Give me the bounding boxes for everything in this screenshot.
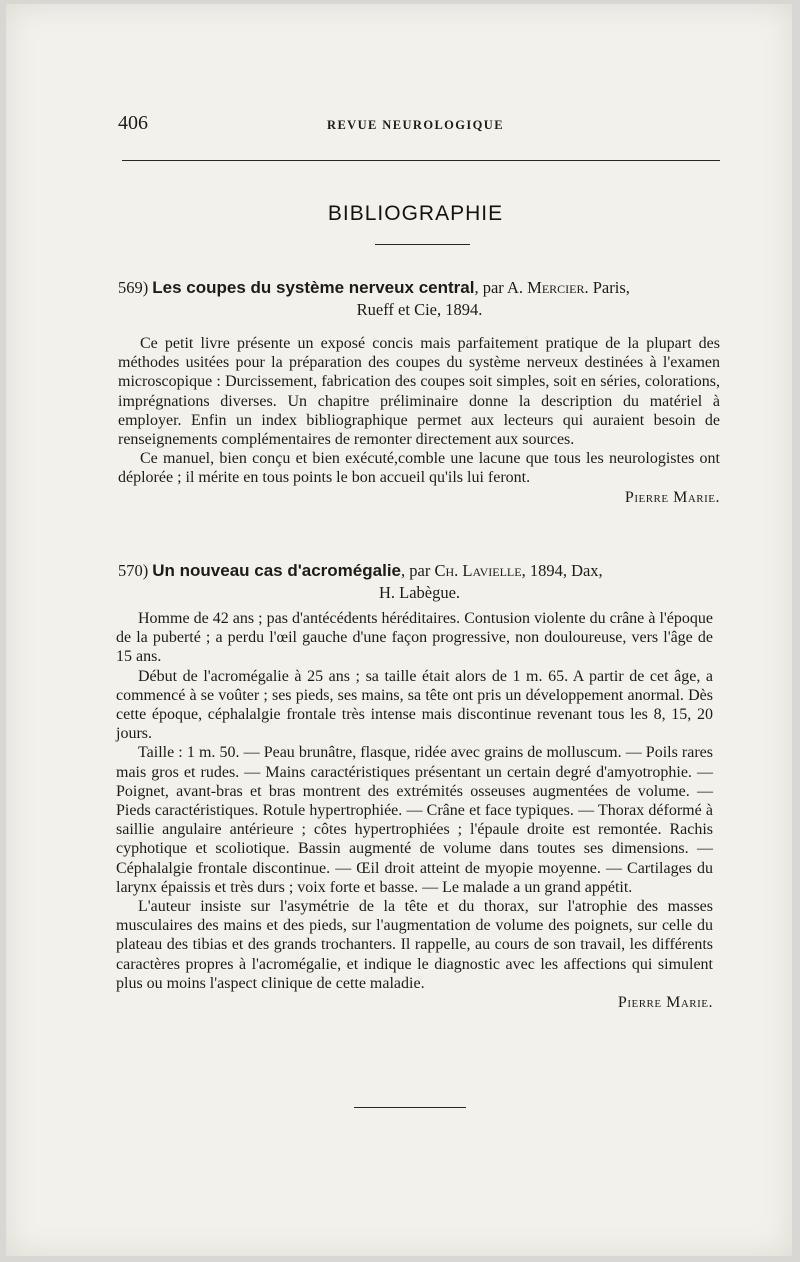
entry-569-paragraph: Ce petit livre présente un exposé concis mais parfaitement pratique de la plupart des méthodes usitées pour la préparation des coupes du système nerveux destinées à l'examen microscopique : Durcissement, fabrication des coupes soit simples, soit en séries, colorations, imprégnations diverses. Un chapitre préliminaire donne la description du matériel à employer. Enfin un index bibliographique permet aux lecteurs qui auraient besoin de renseignements complémentaires de remonter directement aux sources. <box>118 335 720 449</box>
entry-570-paragraph: Début de l'acromégalie à 25 ans ; sa taille était alors de 1 m. 65. A partir de cet âge, a commencé à se voûter ; ses pieds, ses mains, sa tête ont pris un développement anormal. Dès cette époque, céphalalgie frontale très intense mais discontinue revenant tous les 8, 15, 20 jours. <box>116 667 713 743</box>
entry-569-paragraph: Ce manuel, bien conçu et bien exécuté,comble une lacune que tous les neurologistes ont déplorée ; il mérite en tous points le bon accueil qu'ils lui feront. <box>118 450 720 487</box>
entry-569-byline-1: , par A. <box>474 278 528 297</box>
entry-570-body <box>116 609 713 1012</box>
entry-570-paragraph: L'auteur insiste sur l'asymétrie de la tête et du thorax, sur l'atrophie des masses musculaires des mains et des pieds, sur l'augmentation de volume des poignets, sur celle du plateau des tibias et des grands trochanters. Il rappelle, au cours de son travail, les différents caractères propres à l'acromégalie, et indique le diagnostic avec les affections qui simulent plus ou moins l'aspect clinique de cette maladie. <box>116 898 713 992</box>
entry-570-paragraph: Homme de 42 ans ; pas d'antécédents héréditaires. Contusion violente du crâne à l'époque de la puberté ; a perdu l'œil gauche d'une façon progressive, non douloureuse, vers l'âge de 15 ans. <box>116 610 713 666</box>
entry-570-title: Un nouveau cas d'acromégalie <box>152 561 401 580</box>
title-divider <box>375 244 470 245</box>
entry-570-publisher: H. Labègue. <box>378 583 461 602</box>
entry-570-byline-1: , par <box>401 561 435 580</box>
entry-569-publisher: Rueff et Cie, 1894. <box>356 300 483 319</box>
page-header <box>118 112 713 136</box>
page-number: 406 <box>118 112 148 134</box>
entry-569-title: Les coupes du système nerveux central <box>152 278 475 297</box>
entry-569-heading <box>118 277 721 321</box>
running-title: REVUE NEUROLOGIQUE <box>327 118 504 132</box>
entry-570-paragraph: Taille : 1 m. 50. — Peau brunâtre, flasque, ridée avec grains de molluscum. — Poils rares mais gros et rudes. — Mains caractéristiques présentant un certain degré d'amyotrophie. — Poignet, avant-bras et bras montrent des extrémités osseuses augmentées de volume. — Pieds caractéristiques. Rotule hypertrophiée. — Crâne et face typiques. — Thorax déformé à saillie angulaire antérieure ; côtes hypertrophiées ; l'épaule droite est remontée. Rachis cyphotique et scoliotique. Bassin augmenté de volume dans toutes ses dimensions. — Céphalalgie frontale discontinue. — Œil droit atteint de myopie moyenne. — Cartilages du larynx épaissis et très durs ; voix forte et basse. — Le malade a un grand appétit. <box>116 744 713 896</box>
header-rule <box>122 160 720 161</box>
end-divider <box>354 1107 466 1108</box>
entry-569-signature: Pierre Marie. <box>624 488 720 506</box>
entry-569-author: Mercier <box>527 278 585 297</box>
entry-570-number: 570) <box>118 561 149 580</box>
entry-569-body <box>118 334 720 507</box>
entry-569-number: 569) <box>118 278 149 297</box>
entry-570-heading <box>118 560 721 604</box>
entry-570-signature: Pierre Marie. <box>617 994 713 1012</box>
section-title: BIBLIOGRAPHIE <box>327 202 504 225</box>
entry-569-byline-2: . Paris, <box>584 278 630 297</box>
entry-570-author: Ch. Lavielle <box>434 561 522 580</box>
entry-570-byline-2: , 1894, Dax, <box>521 561 603 580</box>
